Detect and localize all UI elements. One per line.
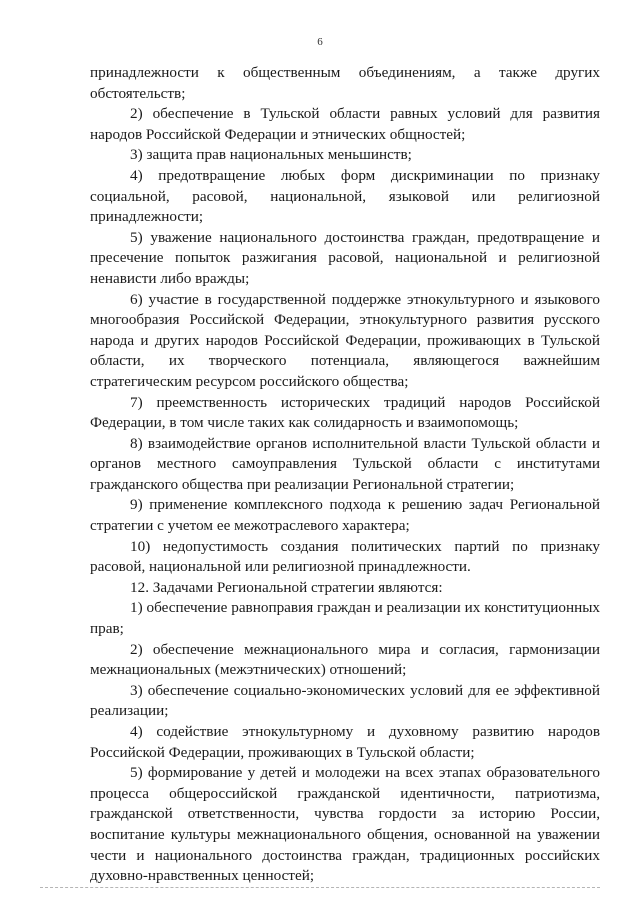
paragraph: 9) применение комплексного подхода к решению задач Региональной стратегии с учетом ее межотраслевого характера; bbox=[90, 496, 600, 535]
scan-artifact-line bbox=[40, 887, 600, 888]
paragraph: 7) преемственность исторических традиций народов Российской Федерации, в том числе таких как солидарность и взаимопомощь; bbox=[90, 393, 600, 432]
paragraph: 4) содействие этнокультурному и духовному развитию народов Российской Федерации, проживающих в Тульской области; bbox=[90, 723, 600, 761]
paragraph: 10) недопустимость создания политических партий по признаку расовой, национальной или религиозной принадлежности. bbox=[90, 537, 600, 576]
paragraph: принадлежности к общественным объединениям, а также других обстоятельств; bbox=[90, 64, 600, 102]
paragraph: 5) уважение национального достоинства граждан, предотвращение и пресечение попыток разжигания расовой, национальной и религиозной ненависти либо вражды; bbox=[90, 228, 600, 287]
paragraph: 2) обеспечение в Тульской области равных условий для развития народов Российской Федерации и этнических общностей; bbox=[90, 105, 600, 143]
paragraph: 1) обеспечение равноправия граждан и реализации их конституционных прав; bbox=[90, 599, 600, 638]
paragraph: 8) взаимодействие органов исполнительной власти Тульской области и органов местного самоуправления Тульской области с институтами гражданского общества при реализации Региональной стратегии; bbox=[90, 434, 600, 493]
document-body bbox=[90, 63, 600, 887]
paragraph: 3) защита прав национальных меньшинств; bbox=[130, 146, 412, 164]
paragraph: 2) обеспечение межнационального мира и согласия, гармонизации межнациональных (межэтнических) отношений; bbox=[90, 640, 600, 679]
paragraph: 5) формирование у детей и молодежи на всех этапах образовательного процесса общероссийской гражданской идентичности, патриотизма, гражданской ответственности, чувства гордости за историю России, воспитание культуры межнационального общения, основанной на уважении чести и национального достоинства граждан, традиционных российских духовно-нравственных ценностей; bbox=[90, 764, 600, 885]
page-number: 6 bbox=[317, 36, 323, 48]
section-heading: 12. Задачами Региональной стратегии являются: bbox=[130, 578, 443, 596]
paragraph: 3) обеспечение социально-экономических условий для ее эффективной реализации; bbox=[90, 681, 600, 720]
paragraph: 4) предотвращение любых форм дискриминации по признаку социальной, расовой, национальной, языковой или религиозной принадлежности; bbox=[90, 166, 600, 226]
paragraph: 6) участие в государственной поддержке этнокультурного и языкового многообразия Российской Федерации, этнокультурного развития русского народа и других народов Российской Федерации, проживающих в Тульской области, их творческого потенциала, являющегося важнейшим стратегическим ресурсом российского общества; bbox=[90, 290, 600, 390]
